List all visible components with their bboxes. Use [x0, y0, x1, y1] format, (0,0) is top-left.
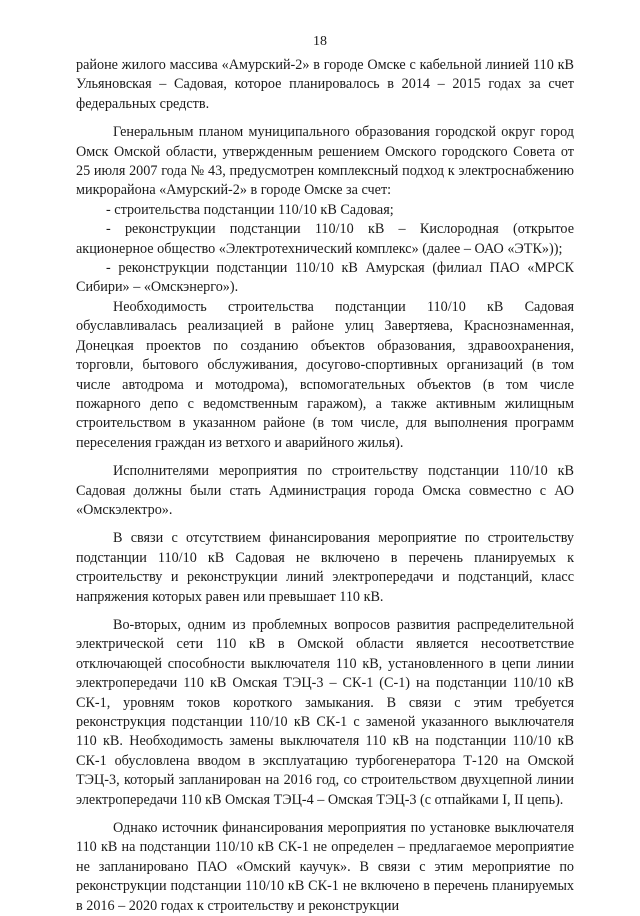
- list-item-amurskaya: - реконструкции подстанции 110/10 кВ Амурская (филиал ПАО «МРСК Сибири» – «Омскэнерго»).: [76, 260, 574, 296]
- paragraph-continuation: районе жилого массива «Амурский-2» в городе Омске с кабельной линией 110 кВ Ульяновская – Садовая, которое планировалось в 2014 – 2015 годах за счет федеральных средств.: [76, 57, 574, 112]
- list-item-sadovaya: - строительства подстанции 110/10 кВ Садовая;: [106, 201, 394, 218]
- list-item-kislorodnaya: - реконструкции подстанции 110/10 кВ – Кислородная (открытое акционерное общество «Электротехнический комплекс» (далее – ОАО «ЭТК»));: [76, 221, 574, 257]
- paragraph-necessity: Необходимость строительства подстанции 110/10 кВ Садовая обуславливалась реализацией в районе улиц Завертяева, Краснознаменная, Донецкая проектов по созданию объектов образования, здравоохранения, торговли, бытового обслуживания, досугово-спортивных организаций (в том числе автодрома и мотодрома), вспомогательных объектов (в том числе пожарного депо с ведомственным гаражом), а также активным жилищным строительством в указанном районе (в том числе, для выполнения программ переселения граждан из ветхого и аварийного жилья).: [76, 298, 574, 451]
- paragraph-secondly: Во-вторых, одним из проблемных вопросов развития распределительной электрической сети 110 кВ в Омской области является несоответствие отключающей способности выключателя 110 кВ, установленного в цепи линии электропередачи 110 кВ Омская ТЭЦ-3 – СК-1 (С-1) на подстанции 110/10 кВ СК-1, уровням токов короткого замыкания. В связи с этим требуется реконструкция подстанции 110/10 кВ СК-1 с заменой указанного выключателя 110 кВ. Необходимость замены выключателя 110 кВ на подстанции 110/10 кВ СК-1 обусловлена вводом в эксплуатацию турбогенератора Т-120 на Омской ТЭЦ-3, который запланирован на 2016 год, со строительством двухцепной линии электропередачи 110 кВ Омская ТЭЦ-4 – Омская ТЭЦ-3 (с отпайками I, II цепь).: [76, 616, 574, 808]
- page-number: 18: [313, 34, 327, 49]
- paragraph-financing: В связи с отсутствием финансирования мероприятие по строительству подстанции 110/10 кВ Садовая не включено в перечень планируемых к строительству и реконструкции линий электропередачи и подстанций, класс напряжения которых равен или превышает 110 кВ.: [76, 530, 574, 605]
- document-body: [76, 56, 574, 916]
- paragraph-however: Однако источник финансирования мероприятия по установке выключателя 110 кВ на подстанции 110/10 кВ СК-1 не определен – предлагаемое мероприятие не запланировано ПАО «Омский каучук». В связи с этим мероприятие по реконструкции подстанции 110/10 кВ СК-1 не включено в перечень планируемых в 2016 – 2020 годах к строительству и реконструкции: [76, 820, 574, 914]
- paragraph-general-plan: Генеральным планом муниципального образования городской округ город Омск Омской области, утвержденным решением Омского городского Совета от 25 июля 2007 года № 43, предусмотрен комплексный подход к электроснабжению микрорайона «Амурский-2» в городе Омске за счет:: [76, 124, 574, 199]
- paragraph-executors: Исполнителями мероприятия по строительству подстанции 110/10 кВ Садовая должны были стать Администрация города Омска совместно с АО «Омскэлектро».: [76, 463, 574, 518]
